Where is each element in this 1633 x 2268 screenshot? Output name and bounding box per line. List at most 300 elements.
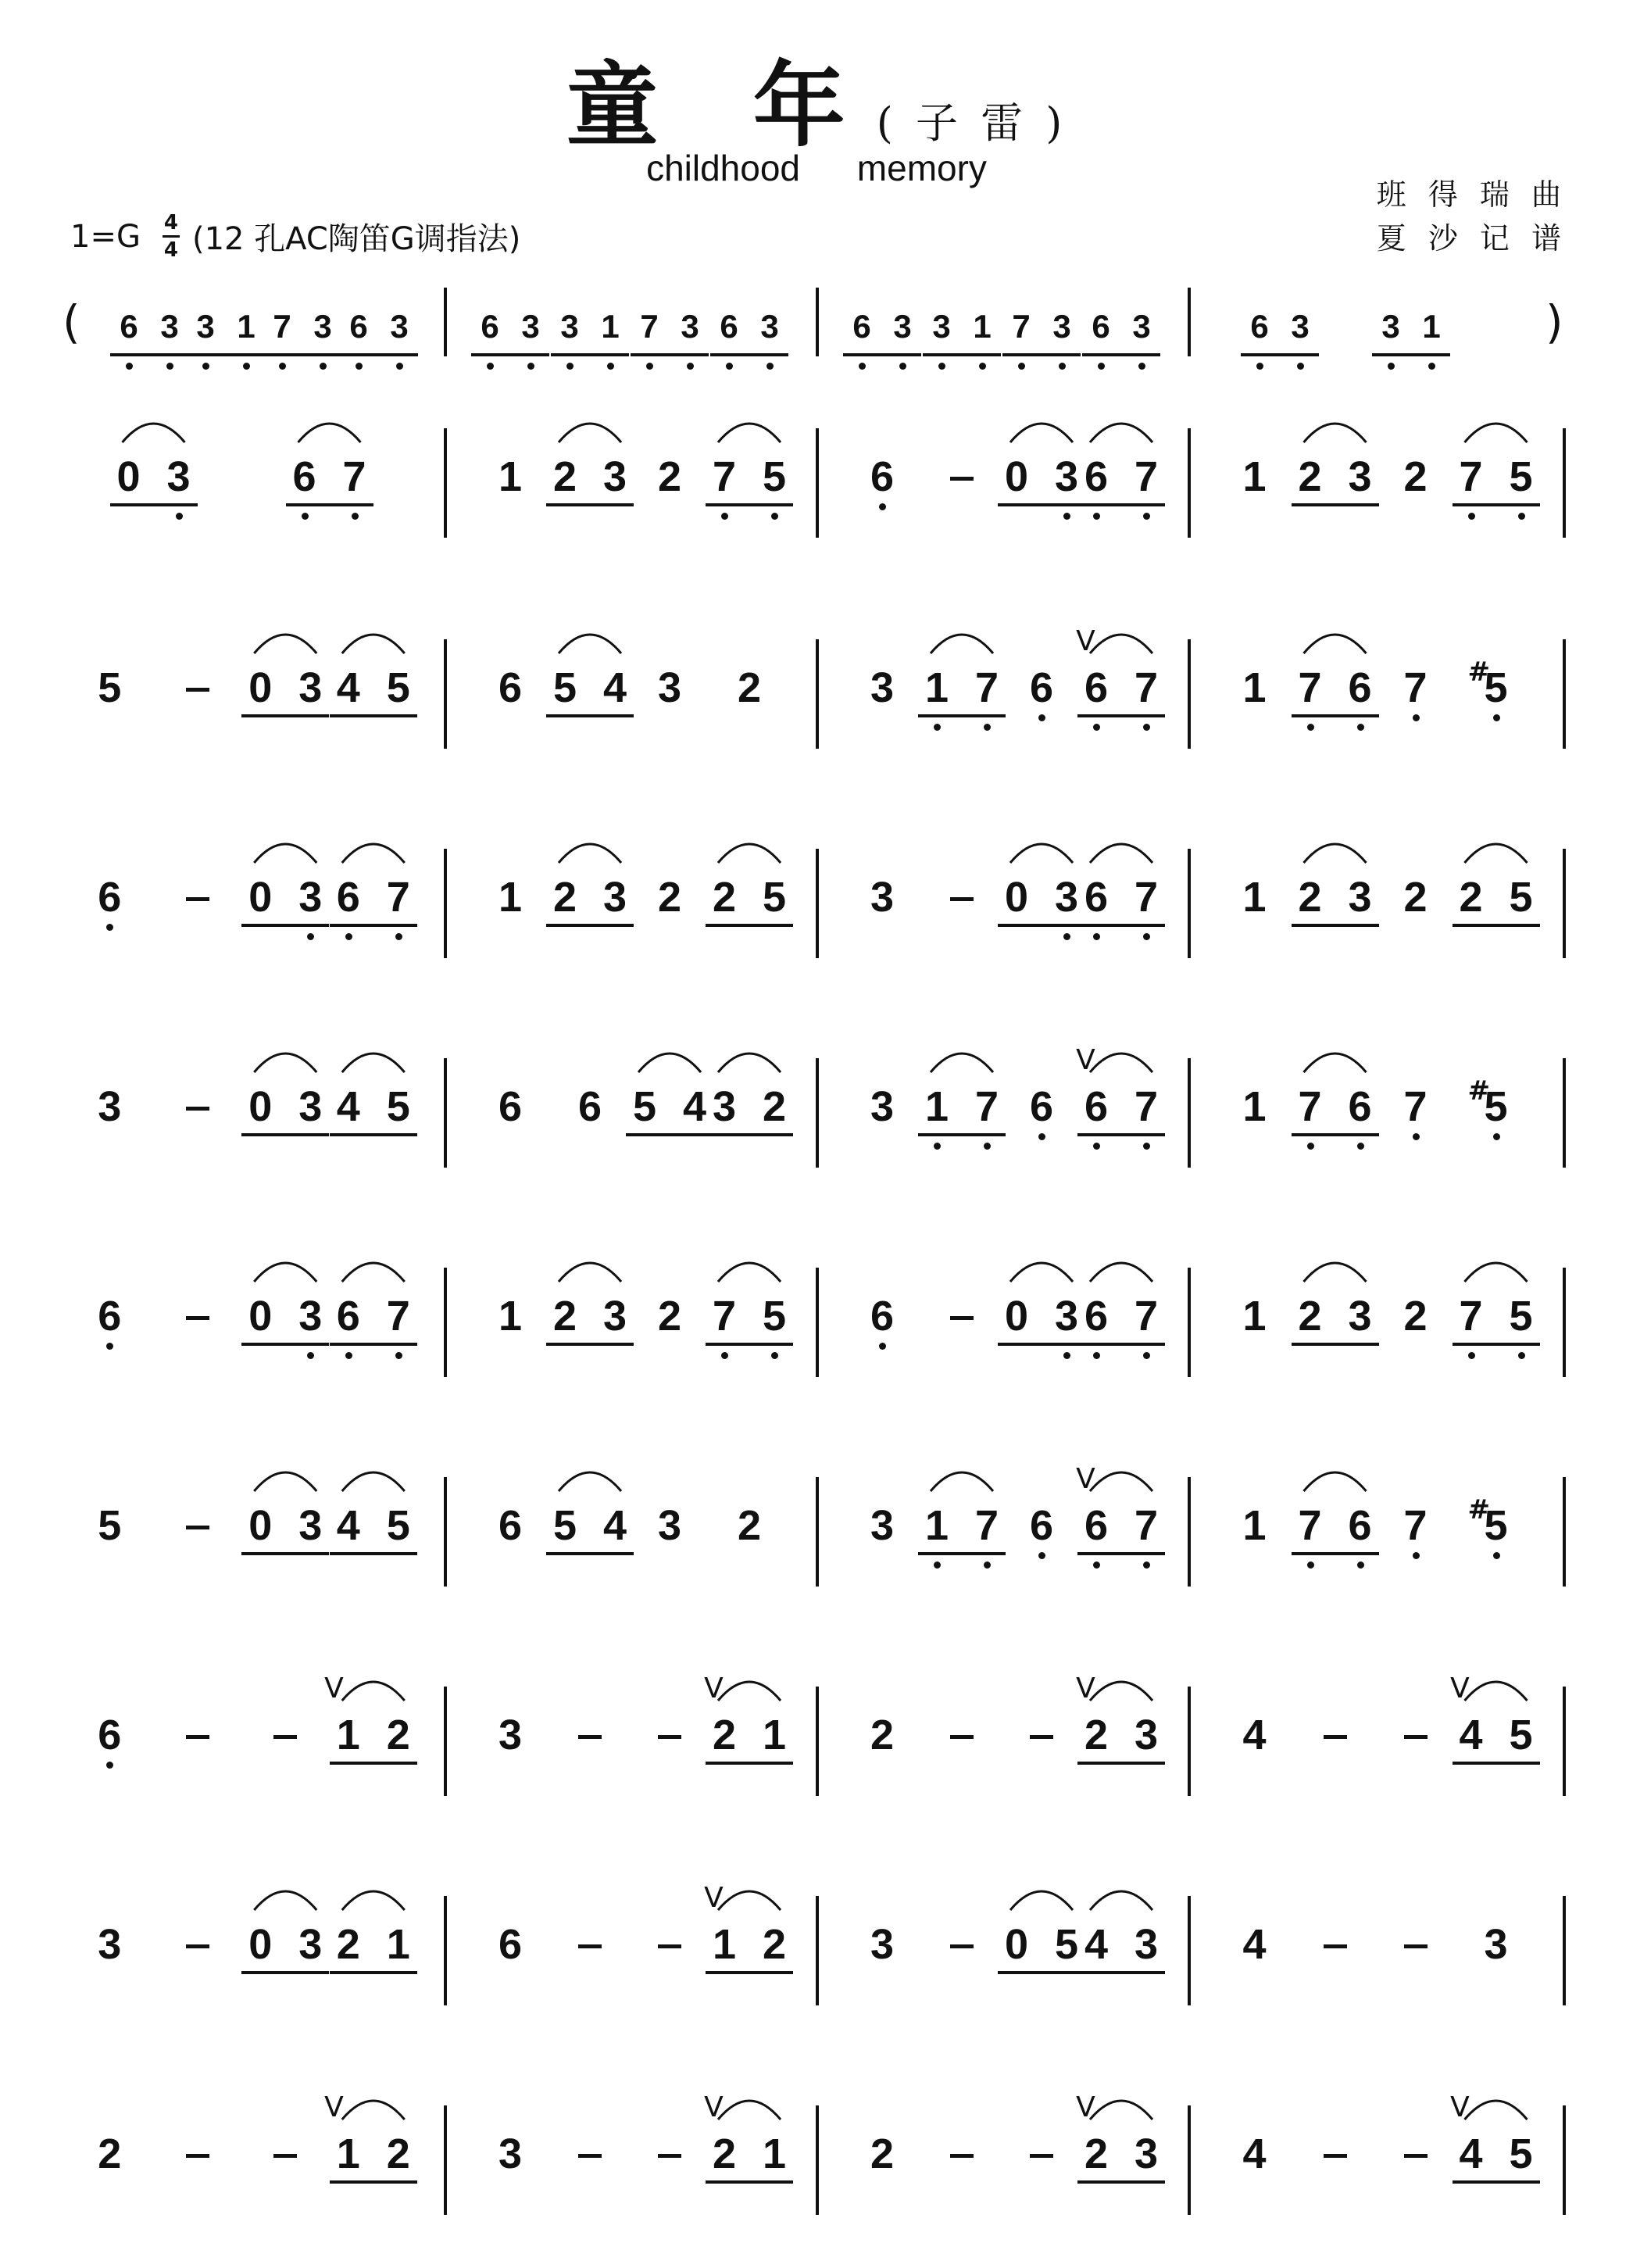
song-subtitle: childhood memory	[646, 148, 987, 188]
note: 6	[1029, 1083, 1054, 1130]
low-octave-dot	[1307, 1561, 1314, 1569]
note: 6	[1029, 664, 1054, 711]
slur	[1010, 1263, 1073, 1282]
note: 3	[1348, 1293, 1372, 1340]
note: 3	[1054, 874, 1079, 921]
note: 7	[273, 308, 291, 345]
low-octave-dot	[1143, 1352, 1150, 1359]
low-octave-dot	[1093, 724, 1100, 731]
sustain-dash	[950, 1735, 974, 1739]
low-octave-dot	[1388, 363, 1395, 370]
slur	[1090, 1682, 1152, 1701]
note: 1	[924, 1083, 949, 1130]
note: 6	[1084, 664, 1109, 711]
sharp-sign: #	[1467, 1494, 1490, 1526]
low-octave-dot	[176, 513, 183, 520]
note: 6	[1348, 664, 1372, 711]
note: 6	[1092, 308, 1110, 345]
beat-underline	[471, 353, 549, 356]
beat-underline	[330, 1343, 417, 1346]
low-octave-dot	[1413, 714, 1420, 721]
beat-underline	[1292, 503, 1379, 506]
barline	[444, 1687, 447, 1796]
sustain-dash	[950, 1316, 974, 1320]
note: 5	[386, 1083, 410, 1130]
slur	[1465, 844, 1528, 863]
note: 7	[1134, 453, 1159, 500]
low-octave-dot	[934, 724, 941, 731]
beat-underline	[1292, 1133, 1379, 1136]
barline	[1563, 1896, 1566, 2005]
note: 3	[298, 664, 323, 711]
note: 3	[932, 308, 951, 345]
note: 6	[349, 308, 368, 345]
note: 2	[1298, 453, 1322, 500]
slur	[254, 1891, 316, 1910]
note: 5	[1484, 664, 1508, 711]
barline	[1188, 1687, 1191, 1796]
breath-mark: V	[324, 1672, 344, 1705]
barline	[1563, 1687, 1566, 1796]
beat-underline	[330, 714, 417, 717]
slur	[559, 1263, 621, 1282]
low-octave-dot	[487, 363, 494, 370]
beat-underline	[706, 503, 793, 506]
note: 3	[390, 308, 409, 345]
note: 6	[1084, 453, 1109, 500]
note: 6	[1348, 1502, 1372, 1549]
slur	[1465, 2101, 1528, 2120]
note: 2	[870, 2130, 895, 2177]
slur	[1304, 1263, 1367, 1282]
note: 1	[498, 874, 523, 921]
barline	[1188, 1268, 1191, 1377]
beat-underline	[1082, 353, 1160, 356]
slur	[559, 844, 621, 863]
low-octave-dot	[1297, 363, 1304, 370]
beat-underline	[706, 1133, 793, 1136]
note: 0	[248, 1083, 273, 1130]
low-octave-dot	[984, 724, 991, 731]
note: 1	[924, 1502, 949, 1549]
sustain-dash	[186, 688, 209, 692]
beat-underline	[241, 714, 329, 717]
breath-mark: V	[1450, 1672, 1470, 1705]
slur	[342, 1054, 405, 1072]
beat-underline	[187, 353, 265, 356]
note: 0	[248, 664, 273, 711]
note: 1	[1242, 1502, 1267, 1549]
note: 7	[1459, 1293, 1483, 1340]
note: 3	[1054, 453, 1079, 500]
note: 1	[1422, 308, 1441, 345]
barline	[816, 1687, 819, 1796]
note: 6	[498, 1502, 523, 1549]
note: 3	[298, 1293, 323, 1340]
low-octave-dot	[934, 1143, 941, 1150]
slur	[1010, 424, 1073, 442]
beat-underline	[330, 924, 417, 927]
slur	[1010, 1891, 1073, 1910]
note: 3	[657, 1502, 682, 1549]
barline	[816, 288, 819, 356]
slur	[342, 1891, 405, 1910]
note: 5	[762, 1293, 787, 1340]
slur	[342, 1472, 405, 1491]
low-octave-dot	[879, 503, 886, 510]
note: 2	[657, 1293, 682, 1340]
barline	[816, 1268, 819, 1377]
note: 7	[342, 453, 366, 500]
beat-underline	[330, 1552, 417, 1555]
note: 3	[1134, 1921, 1159, 1968]
note: 3	[298, 1921, 323, 1968]
low-octave-dot	[166, 363, 173, 370]
slur	[298, 424, 361, 442]
sustain-dash	[186, 897, 209, 901]
slur	[1465, 424, 1528, 442]
low-octave-dot	[1518, 1352, 1525, 1359]
low-octave-dot	[938, 363, 945, 370]
slur	[1304, 424, 1367, 442]
low-octave-dot	[1098, 363, 1105, 370]
slur	[718, 2101, 781, 2120]
close-paren: )	[1545, 295, 1563, 349]
low-octave-dot	[352, 513, 359, 520]
sustain-dash	[1404, 2154, 1428, 2158]
sustain-dash	[1030, 2154, 1053, 2158]
note: 5	[762, 453, 787, 500]
slur	[342, 844, 405, 863]
note: 4	[336, 664, 360, 711]
note: 1	[1242, 664, 1267, 711]
note: 3	[1054, 1293, 1079, 1340]
beat-underline	[998, 1343, 1085, 1346]
slur	[342, 1682, 405, 1701]
sustain-dash	[273, 2154, 297, 2158]
low-octave-dot	[395, 933, 402, 940]
beat-underline	[1453, 503, 1540, 506]
note: 3	[657, 664, 682, 711]
beat-underline	[110, 503, 198, 506]
note: 5	[98, 1502, 122, 1549]
note: 4	[1459, 1712, 1483, 1758]
slur	[1090, 424, 1152, 442]
note: 2	[552, 874, 577, 921]
note: 4	[1459, 2130, 1483, 2177]
note: 3	[893, 308, 912, 345]
beat-underline	[1077, 503, 1165, 506]
note: 5	[386, 664, 410, 711]
low-octave-dot	[1063, 933, 1070, 940]
beat-underline	[241, 924, 329, 927]
breath-mark: V	[1450, 2091, 1470, 2123]
barline	[1188, 1896, 1191, 2005]
low-octave-dot	[1063, 513, 1070, 520]
note: 7	[1134, 874, 1159, 921]
low-octave-dot	[243, 363, 250, 370]
note: 3	[313, 308, 332, 345]
low-octave-dot	[279, 363, 286, 370]
note: 3	[1134, 2130, 1159, 2177]
note: 0	[248, 1293, 273, 1340]
note: 6	[1084, 874, 1109, 921]
note: 3	[870, 1502, 895, 1549]
low-octave-dot	[721, 513, 728, 520]
note: 2	[712, 1712, 737, 1758]
slur	[342, 635, 405, 653]
note: 3	[560, 308, 579, 345]
beat-underline	[330, 1762, 417, 1765]
beat-underline	[546, 1552, 634, 1555]
beat-underline	[626, 1133, 713, 1136]
note: 6	[98, 1712, 122, 1758]
barline	[1188, 288, 1191, 356]
beat-underline	[1077, 1133, 1165, 1136]
sustain-dash	[578, 1735, 602, 1739]
low-octave-dot	[1093, 513, 1100, 520]
slur	[1304, 1472, 1367, 1491]
note: 3	[870, 874, 895, 921]
note: 5	[762, 874, 787, 921]
barline	[444, 2105, 447, 2215]
slur	[718, 424, 781, 442]
low-octave-dot	[984, 1561, 991, 1569]
note: 7	[1012, 308, 1031, 345]
slur	[1304, 1054, 1367, 1072]
low-octave-dot	[395, 1352, 402, 1359]
low-octave-dot	[721, 1352, 728, 1359]
note: 5	[552, 664, 577, 711]
beat-underline	[1292, 1552, 1379, 1555]
low-octave-dot	[766, 363, 774, 370]
slur	[1090, 635, 1152, 653]
slur	[931, 635, 993, 653]
note: 2	[712, 2130, 737, 2177]
barline	[444, 639, 447, 749]
low-octave-dot	[899, 363, 906, 370]
note: 3	[498, 2130, 523, 2177]
breath-mark: V	[704, 2091, 724, 2123]
low-octave-dot	[1143, 724, 1150, 731]
sustain-dash	[1030, 1735, 1053, 1739]
note: 4	[1084, 1921, 1109, 1968]
barline	[816, 2105, 819, 2215]
low-octave-dot	[1307, 1143, 1314, 1150]
note: 3	[298, 1083, 323, 1130]
slur	[1090, 1891, 1152, 1910]
sustain-dash	[273, 1735, 297, 1739]
note: 6	[870, 453, 895, 500]
note: 7	[1459, 453, 1483, 500]
beat-underline	[241, 1971, 329, 1974]
note: 7	[1298, 1083, 1322, 1130]
note: 7	[1403, 1502, 1428, 1549]
sustain-dash	[950, 477, 974, 481]
slur	[254, 1263, 316, 1282]
beat-underline	[286, 503, 373, 506]
note: 5	[552, 1502, 577, 1549]
low-octave-dot	[979, 363, 986, 370]
breath-mark: V	[1076, 2091, 1095, 2123]
low-octave-dot	[1518, 513, 1525, 520]
note: 7	[1134, 664, 1159, 711]
low-octave-dot	[646, 363, 653, 370]
sustain-dash	[1324, 1944, 1347, 1948]
beat-underline	[546, 924, 634, 927]
barline	[444, 1058, 447, 1168]
sustain-dash	[186, 1944, 209, 1948]
note: 3	[1348, 453, 1372, 500]
sustain-dash	[1404, 1735, 1428, 1739]
beat-underline	[706, 2180, 793, 2184]
beat-underline	[330, 1971, 417, 1974]
beat-underline	[631, 353, 709, 356]
note: 6	[336, 1293, 360, 1340]
low-octave-dot	[984, 1143, 991, 1150]
note: 6	[120, 308, 138, 345]
note: 4	[1242, 2130, 1267, 2177]
note: 2	[712, 874, 737, 921]
note: 3	[1381, 308, 1400, 345]
note: 3	[1484, 1921, 1508, 1968]
sustain-dash	[1324, 2154, 1347, 2158]
beat-underline	[546, 714, 634, 717]
low-octave-dot	[320, 363, 327, 370]
note: 6	[1084, 1293, 1109, 1340]
low-octave-dot	[1063, 1352, 1070, 1359]
sustain-dash	[186, 1316, 209, 1320]
note: 4	[682, 1083, 707, 1130]
beat-underline	[1453, 1343, 1540, 1346]
low-octave-dot	[345, 933, 352, 940]
note: 6	[1250, 308, 1269, 345]
barline	[1188, 2105, 1191, 2215]
note: 3	[160, 308, 179, 345]
barline	[1188, 1477, 1191, 1587]
note: 5	[632, 1083, 657, 1130]
beat-underline	[1372, 353, 1450, 356]
beat-underline	[241, 1133, 329, 1136]
beat-underline	[340, 353, 418, 356]
low-octave-dot	[1038, 714, 1045, 721]
slur	[718, 1682, 781, 1701]
note: 4	[336, 1083, 360, 1130]
note: 0	[248, 874, 273, 921]
beat-underline	[1453, 924, 1540, 927]
note: 6	[98, 1293, 122, 1340]
beat-underline	[1453, 2180, 1540, 2184]
low-octave-dot	[771, 1352, 778, 1359]
beat-underline	[1453, 1762, 1540, 1765]
sustain-dash	[658, 1944, 681, 1948]
breath-mark: V	[704, 1882, 724, 1914]
beat-underline	[330, 2180, 417, 2184]
beat-underline	[1077, 714, 1165, 717]
low-octave-dot	[302, 513, 309, 520]
note: 2	[552, 453, 577, 500]
note: 3	[1052, 308, 1071, 345]
barline	[1188, 849, 1191, 958]
barline	[444, 288, 447, 356]
time-top: 4	[163, 211, 179, 234]
slur	[1090, 2101, 1152, 2120]
low-octave-dot	[396, 363, 403, 370]
note: 3	[870, 1921, 895, 1968]
beat-underline	[998, 924, 1085, 927]
low-octave-dot	[345, 1352, 352, 1359]
note: 0	[248, 1921, 273, 1968]
beat-underline	[1292, 924, 1379, 927]
beat-underline	[1077, 2180, 1165, 2184]
note: 6	[498, 1083, 523, 1130]
sustain-dash	[186, 1735, 209, 1739]
breath-mark: V	[1076, 1672, 1095, 1705]
note: 3	[712, 1083, 737, 1130]
low-octave-dot	[687, 363, 694, 370]
slur	[1090, 1054, 1152, 1072]
beat-underline	[1292, 714, 1379, 717]
low-octave-dot	[1018, 363, 1025, 370]
note: 4	[1242, 1921, 1267, 1968]
sustain-dash	[950, 897, 974, 901]
title-annotation: ( 子 雷 )	[876, 98, 1067, 148]
note: 1	[336, 1712, 360, 1758]
note: 6	[292, 453, 316, 500]
low-octave-dot	[607, 363, 614, 370]
note: 7	[386, 1293, 410, 1340]
note: 7	[974, 1083, 999, 1130]
note: 7	[1298, 1502, 1322, 1549]
slur	[559, 635, 621, 653]
note: 3	[1348, 874, 1372, 921]
beat-underline	[263, 353, 341, 356]
beat-underline	[546, 1343, 634, 1346]
breath-mark: V	[324, 2091, 344, 2123]
note: 3	[602, 874, 627, 921]
low-octave-dot	[934, 1561, 941, 1569]
note: 6	[577, 1083, 602, 1130]
open-paren: (	[63, 295, 80, 349]
sustain-dash	[578, 1944, 602, 1948]
note: 5	[1509, 874, 1533, 921]
low-octave-dot	[566, 363, 574, 370]
beat-underline	[706, 1343, 793, 1346]
beat-underline	[706, 1762, 793, 1765]
note: 3	[602, 453, 627, 500]
beat-underline	[241, 1343, 329, 1346]
low-octave-dot	[1307, 724, 1314, 731]
slur	[1304, 635, 1367, 653]
low-octave-dot	[1143, 1561, 1150, 1569]
beat-underline	[998, 1971, 1085, 1974]
low-octave-dot	[1038, 1552, 1045, 1559]
note: 1	[1242, 1083, 1267, 1130]
note: 0	[116, 453, 141, 500]
note: 7	[1134, 1502, 1159, 1549]
slur	[1465, 1682, 1528, 1701]
note: 3	[602, 1293, 627, 1340]
low-octave-dot	[1059, 363, 1066, 370]
note: 1	[498, 453, 523, 500]
note: 6	[870, 1293, 895, 1340]
beat-underline	[706, 1971, 793, 1974]
note: 2	[386, 1712, 410, 1758]
slur	[254, 635, 316, 653]
slur	[1010, 844, 1073, 863]
low-octave-dot	[527, 363, 534, 370]
note: 6	[852, 308, 871, 345]
